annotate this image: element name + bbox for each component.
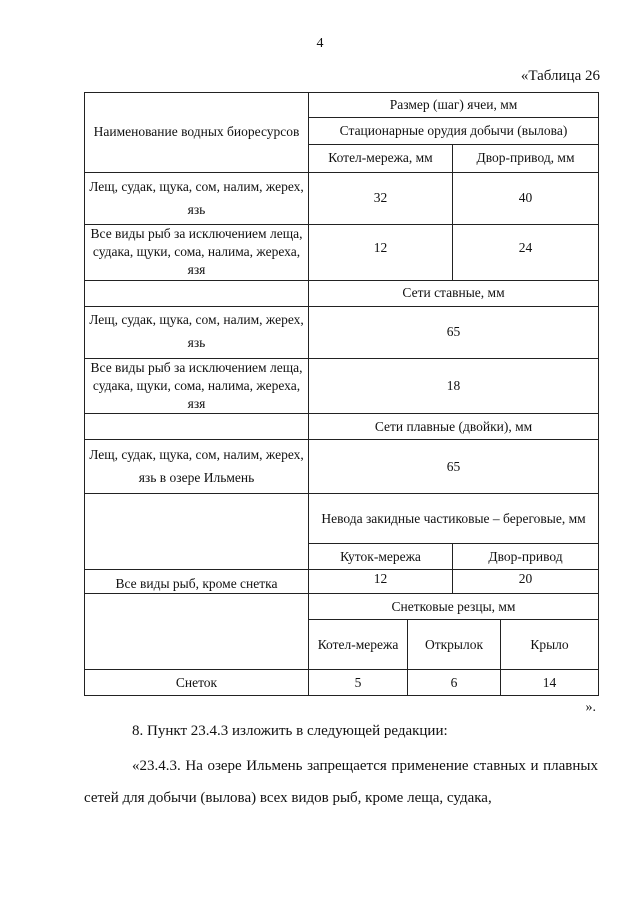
- cell-value: 5: [309, 670, 408, 696]
- cell-value: 20: [453, 570, 599, 594]
- table-caption: «Таблица 26: [520, 68, 600, 84]
- cell-value: 24: [453, 225, 599, 281]
- row-name: Лещ, судак, щука, сом, налим, жерех, язь в озере Ильмень: [85, 440, 309, 494]
- cell-value: 40: [453, 173, 599, 225]
- mesh-size-table: [84, 92, 599, 696]
- subheader-dvor-privod: Двор-привод: [453, 544, 599, 570]
- cell-value: 18: [309, 358, 599, 414]
- subheader-kutok-merezha: Куток-мережа: [309, 544, 453, 570]
- cell-value: 65: [309, 306, 599, 358]
- empty-cell: [85, 494, 309, 570]
- col-header-mesh: Размер (шаг) ячеи, мм: [309, 93, 599, 118]
- col-header-species: Наименование водных биоресурсов: [85, 93, 309, 173]
- cell-value: 12: [309, 570, 453, 594]
- paragraph-23-4-3: «23.4.3. На озере Ильмень запрещается применение ставных и плавных сетей для добычи (вылова) всех видов рыб, кроме леща, судака,: [84, 758, 598, 806]
- group-title-set-nets: Сети ставные, мм: [309, 280, 599, 306]
- cell-value: 12: [309, 225, 453, 281]
- subheader-dvor-privod: Двор-привод, мм: [453, 145, 599, 173]
- group-title-stationary: Стационарные орудия добычи (вылова): [309, 118, 599, 145]
- row-name: Все виды рыб за исключением леща, судака, щуки, сома, налима, жереха, язя: [85, 358, 309, 414]
- subheader-kotel-merezha: Котел-мережа: [309, 620, 408, 670]
- paragraph-point-8: 8. Пункт 23.4.3 изложить в следующей редакции:: [132, 723, 448, 739]
- empty-cell: [85, 414, 309, 440]
- group-title-smelt-nets: Снетковые резцы, мм: [309, 594, 599, 620]
- cell-value: 65: [309, 440, 599, 494]
- cell-value: 32: [309, 173, 453, 225]
- closing-quote: ».: [585, 700, 596, 715]
- empty-cell: [85, 594, 309, 670]
- row-name: Все виды рыб, кроме снетка: [85, 570, 309, 594]
- subheader-kotel-merezha: Котел-мережа, мм: [309, 145, 453, 173]
- cell-value: 14: [501, 670, 599, 696]
- empty-cell: [85, 280, 309, 306]
- page-number: 4: [316, 36, 324, 51]
- row-name: Все виды рыб за исключением леща, судака, щуки, сома, налима, жереха, язя: [85, 225, 309, 281]
- subheader-otkrylok: Открылок: [408, 620, 501, 670]
- row-name: Снеток: [85, 670, 309, 696]
- group-title-drift-nets: Сети плавные (двойки), мм: [309, 414, 599, 440]
- group-title-seine-nets: Невода закидные частиковые – береговые, мм: [309, 494, 599, 544]
- row-name: Лещ, судак, щука, сом, налим, жерех, язь: [85, 306, 309, 358]
- cell-value: 6: [408, 670, 501, 696]
- row-name: Лещ, судак, щука, сом, налим, жерех, язь: [85, 173, 309, 225]
- subheader-krylo: Крыло: [501, 620, 599, 670]
